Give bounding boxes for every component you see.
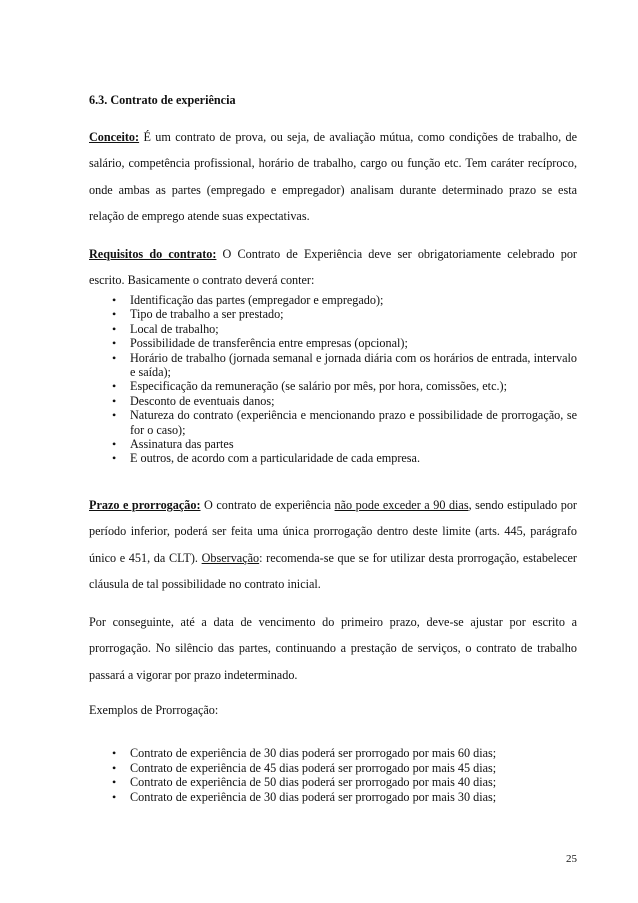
bullet-icon: • bbox=[112, 760, 117, 775]
list-item bbox=[89, 790, 577, 805]
bullet-icon: • bbox=[112, 379, 117, 394]
list-item-text: Contrato de experiência de 30 dias poderá ser prorrogado por mais 30 dias; bbox=[130, 789, 497, 804]
page-number: 25 bbox=[566, 853, 577, 865]
requisitos-label: Requisitos do contrato: bbox=[89, 247, 217, 261]
list-item-text: Local de trabalho; bbox=[130, 321, 219, 336]
bullet-icon: • bbox=[112, 789, 117, 804]
list-item bbox=[89, 379, 577, 393]
list-item bbox=[89, 394, 577, 408]
list-item bbox=[89, 761, 577, 776]
list-item bbox=[89, 322, 577, 336]
bullet-icon: • bbox=[112, 408, 117, 423]
requisitos-list bbox=[89, 293, 577, 466]
list-item-text: Identificação das partes (empregador e empregado); bbox=[130, 293, 384, 307]
prazo-text-middle: , sendo estipulado por período inferior, poderá ser feita uma única prorrogação dentro deste limite (arts. 445, parágrafo único e 451, da CLT). bbox=[89, 498, 577, 565]
bullet-icon: • bbox=[112, 321, 117, 336]
list-item bbox=[89, 746, 577, 761]
conseguinte-paragraph: Por conseguinte, até a data de vencimento do primeiro prazo, deve-se ajustar por escrito a prorrogação. No silêncio das partes, continuando a prestação de serviços, o contrato de trabalho passará a vigorar por prazo indeterminado. bbox=[89, 615, 577, 682]
list-item bbox=[89, 775, 577, 790]
list-item bbox=[89, 293, 577, 307]
list-item-text: E outros, de acordo com a particularidade de cada empresa. bbox=[130, 451, 420, 466]
prazo-paragraph bbox=[89, 492, 577, 597]
list-item-text: Horário de trabalho (jornada semanal e jornada diária com os horários de entrada, intervalo e saída); bbox=[130, 350, 577, 380]
bullet-icon: • bbox=[112, 393, 117, 408]
section-heading: 6.3. Contrato de experiência bbox=[89, 93, 236, 107]
bullet-icon: • bbox=[112, 307, 117, 322]
requisitos-text: O Contrato de Experiência deve ser obrigatoriamente celebrado por escrito. Basicamente o contrato deverá conter: bbox=[89, 247, 577, 288]
requisitos-paragraph bbox=[89, 241, 577, 294]
list-item-text: Especificação da remuneração (se salário por mês, por hora, comissões, etc.); bbox=[130, 379, 507, 394]
conceito-text: É um contrato de prova, ou seja, de avaliação mútua, como condições de trabalho, de salário, competência profissional, horário de trabalho, cargo ou função etc. Tem caráter recíproco, onde ambas as partes (empregado e empregador) analisam durante determinado prazo se esta relação de emprego atende suas expectativas. bbox=[89, 130, 577, 223]
list-item-text: Contrato de experiência de 50 dias poderá ser prorrogado por mais 40 dias; bbox=[130, 775, 497, 790]
list-item-text: Contrato de experiência de 45 dias poderá ser prorrogado por mais 45 dias; bbox=[130, 760, 497, 775]
conceito-paragraph bbox=[89, 124, 577, 229]
exemplos-list bbox=[89, 746, 577, 804]
observacao-label: Observação bbox=[201, 550, 260, 565]
bullet-icon: • bbox=[112, 350, 117, 365]
bullet-icon: • bbox=[112, 293, 117, 307]
exemplos-title: Exemplos de Prorrogação: bbox=[89, 703, 219, 717]
bullet-icon: • bbox=[112, 437, 117, 452]
bullet-icon: • bbox=[112, 336, 117, 351]
list-item bbox=[89, 307, 577, 321]
list-item-text: Assinatura das partes bbox=[130, 437, 234, 452]
list-item bbox=[89, 336, 577, 350]
conceito-label: Conceito: bbox=[89, 130, 140, 144]
list-item bbox=[89, 451, 577, 465]
prazo-limit-text: não pode exceder a 90 dias bbox=[334, 498, 469, 512]
list-item bbox=[89, 408, 577, 437]
list-item-text: Natureza do contrato (experiência e mencionando prazo e possibilidade de prorrogação, se for o caso); bbox=[130, 408, 577, 437]
bullet-icon: • bbox=[112, 746, 117, 760]
bullet-icon: • bbox=[112, 451, 117, 466]
prazo-label: Prazo e prorrogação: bbox=[89, 498, 201, 512]
prazo-text-after: : recomenda-se que se for utilizar desta prorrogação, estabelecer cláusula de tal possibilidade no contrato inicial. bbox=[89, 550, 577, 591]
list-item bbox=[89, 351, 577, 380]
list-item-text: Tipo de trabalho a ser prestado; bbox=[130, 307, 284, 322]
list-item-text: Contrato de experiência de 30 dias poderá ser prorrogado por mais 60 dias; bbox=[130, 746, 497, 760]
list-item-text: Desconto de eventuais danos; bbox=[130, 393, 275, 408]
prazo-text-before: O contrato de experiência bbox=[200, 498, 335, 512]
list-item-text: Possibilidade de transferência entre empresas (opcional); bbox=[130, 336, 408, 351]
bullet-icon: • bbox=[112, 775, 117, 790]
list-item bbox=[89, 437, 577, 451]
